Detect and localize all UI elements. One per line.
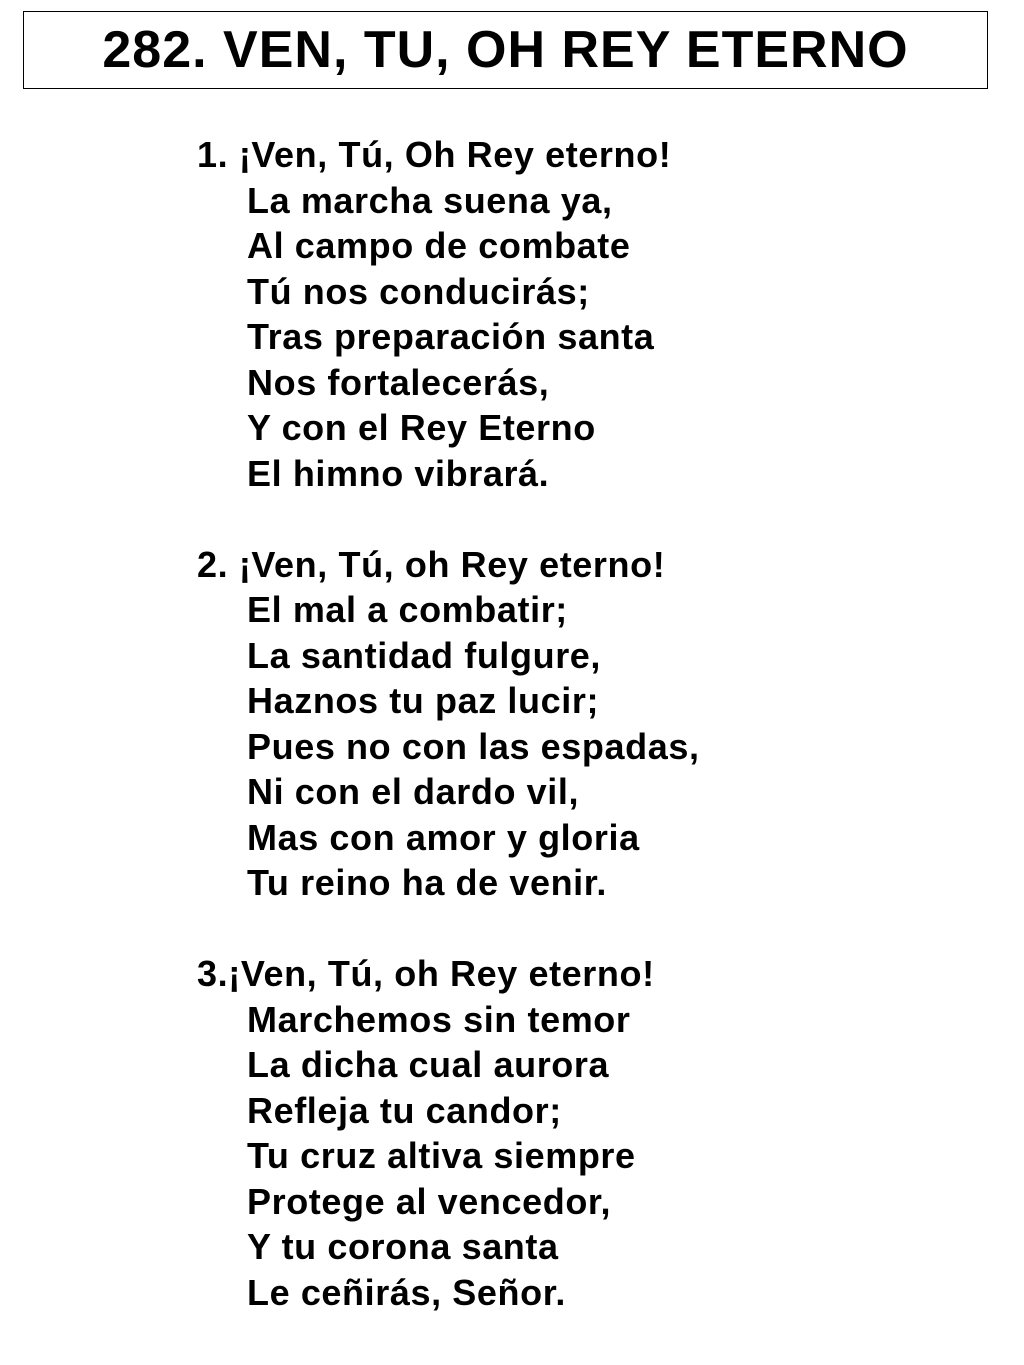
lyric-line: Protege al vencedor, [247, 1180, 612, 1222]
stanza-1-line-1: 1. ¡Ven, Tú, Oh Rey eterno! [197, 134, 672, 175]
lyrics [197, 132, 700, 1361]
lyric-line: Nos fortalecerás, [247, 361, 550, 403]
lyric-line: Le ceñirás, Señor. [247, 1271, 566, 1313]
stanza-number: 3. [197, 953, 229, 994]
hymn-title: 282. VEN, TU, OH REY ETERNO [102, 21, 909, 79]
lyric-line: Y tu corona santa [247, 1226, 559, 1267]
stanza-1 [197, 132, 700, 496]
stanza-3-line-1: 3.¡Ven, Tú, oh Rey eterno! [197, 953, 655, 994]
lyric-line: Haznos tu paz lucir; [247, 680, 600, 721]
lyric-line: La dicha cual aurora [247, 1044, 610, 1085]
lyric-line: Mas con amor y gloria [247, 816, 640, 858]
lyric-line: Y con el Rey Eterno [247, 407, 596, 448]
lyric-line: Refleja tu candor; [247, 1089, 562, 1131]
lyric-line: Pues no con las espadas, [247, 725, 700, 767]
lyric-line: El himno vibrará. [247, 452, 550, 494]
lyric-line: El mal a combatir; [247, 589, 568, 630]
lyric-line: Tu reino ha de venir. [247, 862, 608, 903]
lyric-line: Marchemos sin temor [247, 998, 631, 1040]
title-box [23, 11, 988, 89]
stanza-2 [197, 542, 700, 906]
lyric-line: La marcha suena ya, [247, 179, 613, 221]
lyric-line: La santidad fulgure, [247, 634, 602, 676]
lyric-line: Ni con el dardo vil, [247, 771, 580, 812]
lyric-line: Tú nos conducirás; [247, 270, 590, 312]
stanza-number: 2. [197, 543, 229, 585]
lyric-line: Tras preparación santa [247, 316, 655, 357]
stanza-3 [197, 951, 700, 1315]
stanza-2-line-1: 2. ¡Ven, Tú, oh Rey eterno! [197, 543, 666, 585]
lyric-line: Tu cruz altiva siempre [247, 1135, 636, 1176]
lyric-line: Al campo de combate [247, 225, 631, 266]
stanza-number: 1. [197, 134, 229, 175]
